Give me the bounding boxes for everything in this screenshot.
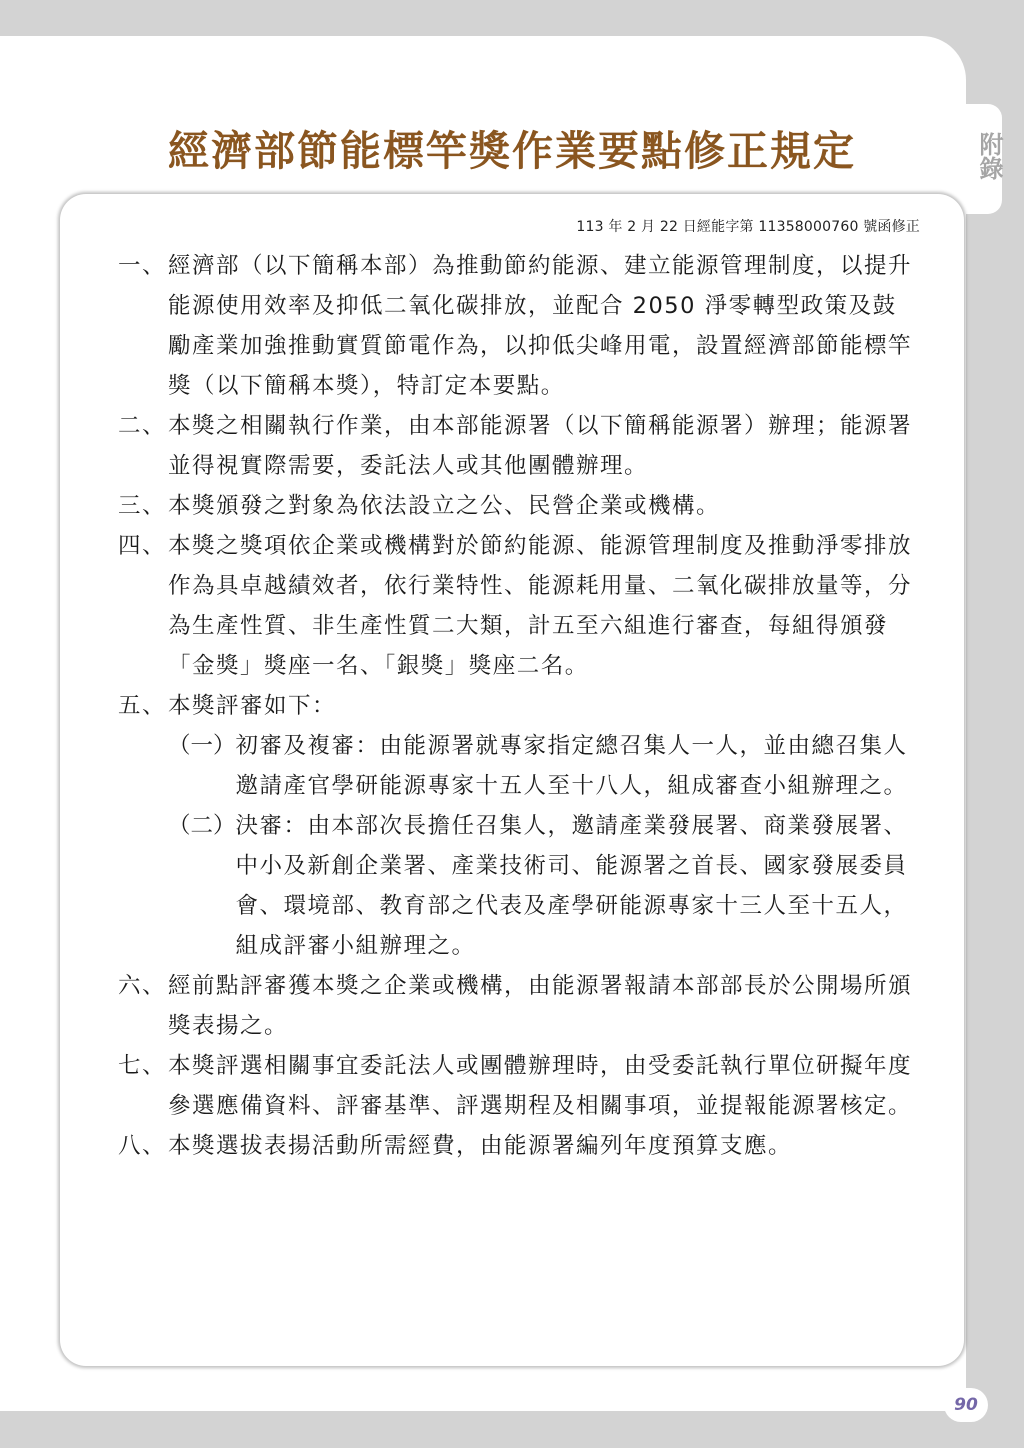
sub-item-text: 初審及複審：由能源署就專家指定總召集人一人，並由總召集人邀請產官學研能源專家十五人至十八人，組成審查小組辦理之。: [235, 733, 908, 799]
amendment-note: 113 年 2 月 22 日經能字第 11358000760 號函修正: [576, 219, 920, 235]
list-item: [118, 1126, 918, 1166]
page-title: 經濟部節能標竿獎作業要點修正規定: [168, 127, 856, 175]
list-item: [118, 526, 918, 686]
list-item: [118, 966, 918, 1046]
item-text: 本獎評審如下：: [168, 693, 337, 719]
sub-item-number: （一）: [168, 733, 236, 759]
list-item: [118, 406, 918, 486]
list-item: [118, 1046, 918, 1126]
sub-item: [168, 806, 918, 966]
item-number: 二、: [118, 413, 167, 439]
sub-item-number: （二）: [168, 813, 236, 839]
content-card: [60, 194, 964, 1366]
list-item: [118, 486, 918, 526]
item-text: 本獎頒發之對象為依法設立之公、民營企業或機構。: [168, 493, 721, 519]
item-number: 四、: [118, 533, 167, 559]
list-item: [118, 686, 918, 726]
sub-item: [168, 726, 918, 806]
item-text: 本獎之獎項依企業或機構對於節約能源、能源管理制度及推動淨零排放作為具卓越績效者，依行業特性、能源耗用量、二氧化碳排放量等，分為生產性質、非生產性質二大類，計五至六組進行審查，每組得頒發「金獎」獎座一名、「銀獎」獎座二名。: [168, 533, 913, 679]
item-text: 本獎評選相關事宜委託法人或團體辦理時，由受委託執行單位研擬年度參選應備資料、評審基準、評選期程及相關事項，並提報能源署核定。: [168, 1053, 913, 1119]
item-number: 七、: [118, 1053, 167, 1079]
page-number: 90: [944, 1388, 988, 1422]
item-text: 本獎之相關執行作業，由本部能源署（以下簡稱能源署）辦理；能源署並得視實際需要，委託法人或其他團體辦理。: [168, 413, 913, 479]
list-item: [118, 246, 918, 406]
item-text: 經前點評審獲本獎之企業或機構，由能源署報請本部部長於公開場所頒獎表揚之。: [168, 973, 913, 1039]
item-number: 一、: [118, 253, 167, 279]
item-number: 六、: [118, 973, 167, 999]
item-number: 三、: [118, 493, 167, 519]
item-text: 本獎選拔表揚活動所需經費，由能源署編列年度預算支應。: [168, 1133, 793, 1159]
item-number: 五、: [118, 693, 167, 719]
sub-item-text: 決審：由本部次長擔任召集人，邀請產業發展署、商業發展署、中小及新創企業署、產業技術司、能源署之首長、國家發展委員會、環境部、教育部之代表及產學研能源專家十三人至十五人，組成評審小組辦理之。: [235, 813, 908, 959]
item-text: 經濟部（以下簡稱本部）為推動節約能源、建立能源管理制度，以提升能源使用效率及抑低二氧化碳排放，並配合 2050 淨零轉型政策及鼓勵產業加強推動實質節電作為，以抑低尖峰用電，設置經濟部節能標竿獎（以下簡稱本獎），特訂定本要點。: [168, 253, 913, 399]
item-number: 八、: [118, 1133, 167, 1159]
regulation-text: [118, 246, 918, 1166]
appendix-tab-label: 附錄: [975, 132, 1003, 180]
